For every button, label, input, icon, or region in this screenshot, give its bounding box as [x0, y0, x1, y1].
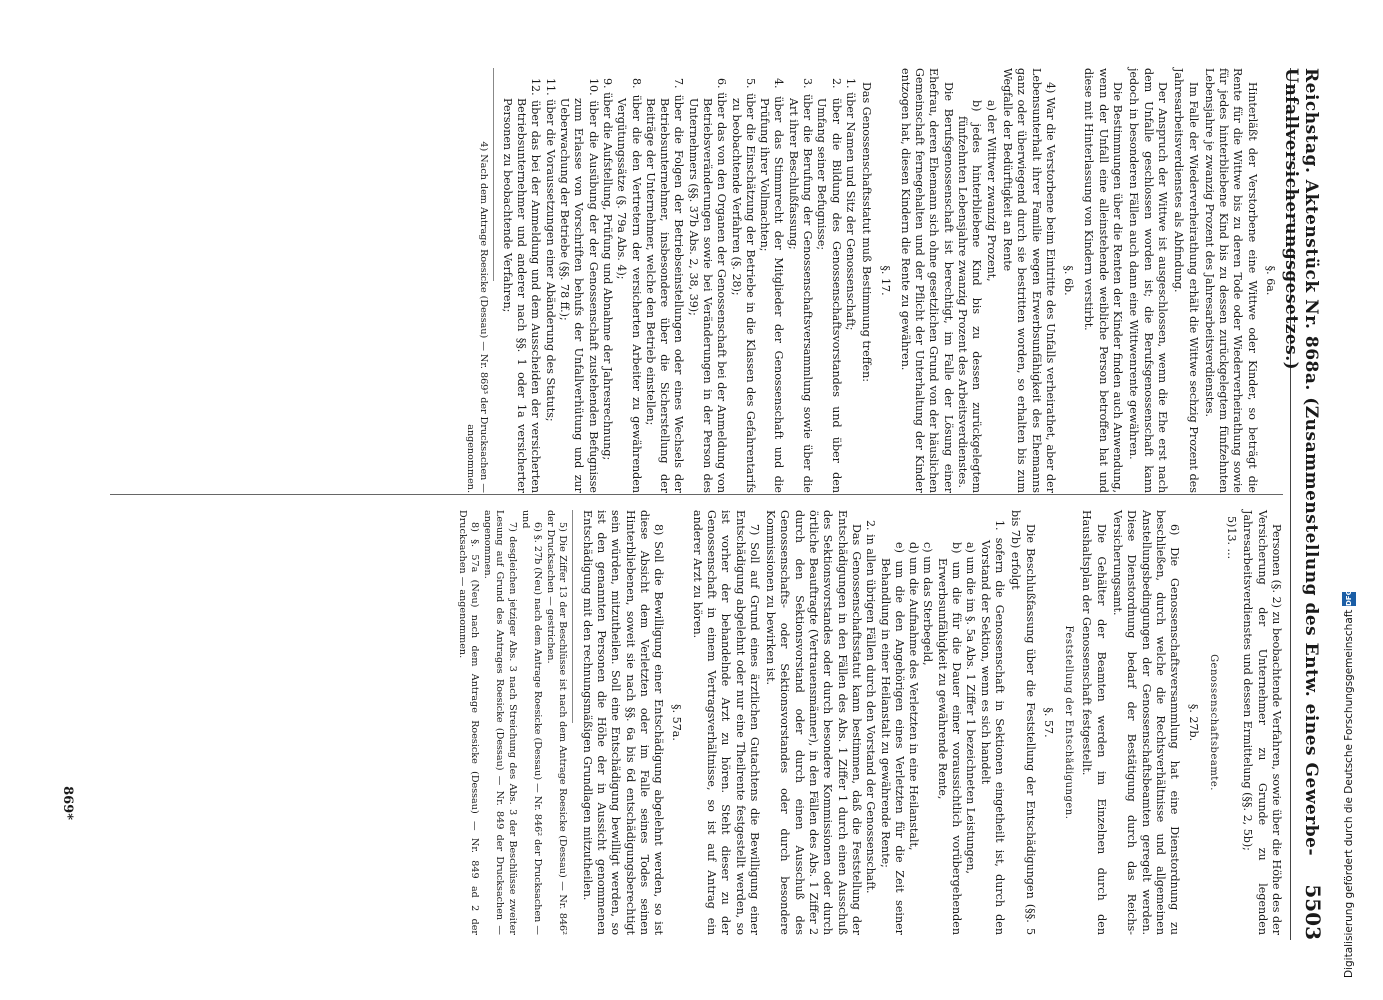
item-block: 8. über die den Vertretern der versicherten Arbeiter zu gewährenden Vergütungssätze (§. 79a Abs. 4); — [615, 78, 643, 493]
subitem-block: a) der Wittwer zwanzig Prozent, — [984, 100, 998, 282]
right-column-body — [579, 510, 1283, 935]
right-footnotes — [456, 510, 569, 935]
item-block: 9. über die Aufstellung, Prüfung und Abnahme der Jahresrechnung; — [600, 78, 614, 461]
item-block: 5. über die Einschätzung der Betriebe in die Klassen des Gefahrentarifs zu beobachtende Verfahren (§. 28); — [729, 78, 757, 493]
p-block: 4) War die Verstorbene beim Eintritte des Unfalls verheirathet, aber der Lebensunterhalt ihrer Familie wegen Erwerbsunfähigkeit des Ehemanns ganz oder überwiegend durch sie bestritten worden, so erhalten bis zum Wegfalle der Bedürftigkeit an Rente — [1000, 68, 1057, 493]
p-block: Im Falle der Wiederverheirathung erhält die Wittwe sechzig Prozent des Jahresarbeitsverdienstes als Abfindung. — [1172, 68, 1200, 493]
item-block: 11. über die Voraussetzungen einer Abänderung des Statuts; — [543, 78, 557, 422]
sec-block: §. 17. — [878, 265, 892, 296]
sec-block: §. 6b. — [1062, 265, 1076, 296]
page-header — [1281, 68, 1325, 940]
subitem-block: c) um das Sterbegeld, — [921, 542, 935, 666]
p-block: 8) Soll die Bewilligung einer Entschädigung abgelehnt werden, so ist diese Absicht dem Verletzten oder im Falle seines Todes seinen Hinterbliebenen, soweit sie nach §§. 6a bis 6d entschädigungsberechtigt sein würden, mitzutheilen. Soll eine Entschädigung bewilligt werden, so ist den genannten Personen die Höhe der in Aussicht genommenen Entschädigung mit den rechnungsmäßigen Grundlagen mitzutheilen. — [580, 510, 666, 935]
digitization-note — [1340, 18, 1358, 978]
left-footnotes — [464, 68, 488, 493]
column-divider — [110, 494, 1283, 495]
footnote-block: 4) Nach dem Antrage Roesicke (Dessau) — Nr. 869³ der Drucksachen — angenommen. — [465, 141, 489, 493]
item-block: 1. über Namen und Sitz der Genossenschaft; — [843, 78, 857, 331]
sec-block: §. 27b. — [1186, 703, 1200, 742]
left-column — [110, 68, 1283, 493]
footnote-block: 7) desgleichen jetziger Abs. 3 nach Streichung des Abs. 3 der Beschlüsse zweiter Lesung auf Grund des Antrages Roesicke (Dessau) — Nr. 849 der Drucksachen — angenommen. — [482, 510, 518, 935]
p-block: Das Genossenschaftsstatut muß Bestimmung treffen: — [860, 82, 874, 382]
subitem-block: b) um die für die Dauer einer voraussichtlich vorübergehenden Erwerbsunfähigkeit zu gewährende Rente, — [935, 542, 964, 935]
p-block: Personen (§. 2) zu beobachtende Verfahren, sowie über die Höhe des der Versicherung der Unternehmer zu Grunde zu legenden Jahresarbeitsverdienstes und dessen Ermittelung (§§. 2, 5b); — [1241, 510, 1283, 935]
p-block: Die Gehälter der Beamten werden im Einzelnen durch den Haushaltsplan der Genossenschaft festgestellt. — [1080, 510, 1108, 935]
p-block: Der Anspruch der Wittwe ist ausgeschlossen, wenn die Ehe erst nach dem Unfalle geschlossen worden ist; die Berufsgenossenschaft kann jedoch in besonderen Fällen auch dann eine Wittwenrente gewähren. — [1127, 68, 1169, 493]
sec-block: §. 57a. — [670, 704, 684, 741]
note-block: 5)13. ... — [1225, 516, 1239, 560]
p-block: 7) Soll auf Grund eines ärztlichen Gutachtens die Bewilligung einer Entschädigung abgelehnt oder nur eine Theilrente festgestellt werden, so ist vorher der behandelnde Arzt zu hören. Steht dieser zu der Genossenschaft in einem Vertragsverhältnisse, so ist auf Antrag ein anderer Arzt zu hören. — [690, 510, 761, 935]
p-block: 6) Die Genossenschaftsversammlung hat eine Dienstordnung zu beschließen, durch welche die Rechtsverhältnisse und allgemeinen Anstellungsbedingungen der Genossenschaftsbeamten geregelt werden. Diese Dienstordnung bedarf der Bestätigung durch das Reichs-Versicherungsamt. — [1111, 510, 1182, 935]
item-block: 12. über das bei der Anmeldung und dem Ausscheiden der versicherten Betriebsunternehmer und anderer nach §§. 1 oder 1a versicherter Personen zu beobachtende Verfahren; — [500, 78, 543, 493]
item-block: 2. in allen übrigen Fällen durch den Vorstand der Genossenschaft. — [864, 520, 878, 894]
item-block: 6. über das von den Organen der Genossenschaft bei der Anmeldung von Betriebsveränderungen sowie bei Veränderungen in der Person des Unternehmers (§§. 37b Abs. 2, 38, 39); — [686, 78, 729, 493]
footnote-rule — [493, 68, 494, 281]
p-block: Die Berufsgenossenschaft ist berechtigt, im Falle der Lösung einer Ehefrau, deren Ehemann sich ohne gesetzlichen Grund von der häuslichen Gemeinschaft fernegehalten und der Pflicht der Unterhaltung der Kinder entzogen hat, diesen Kindern die Rente zu gewähren. — [898, 68, 955, 493]
item-block: 2. über die Bildung des Genossenschaftsvorstandes und über den Umfang seiner Befugnisse; — [815, 78, 843, 493]
item-block: 3. über die Berufung der Genossenschaftsversammlung sowie über die Art ihrer Beschlußfassung; — [786, 78, 815, 493]
sub-block: Feststellung der Entschädigungen. — [1063, 625, 1075, 820]
sub-block: Genossenschaftsbeamte. — [1207, 654, 1219, 791]
item-block: 1. sofern die Genossenschaft in Sektionen eingetheilt ist, durch den Vorstand der Sektion, wenn es sich handelt — [978, 520, 1006, 935]
subitem-block: a) um die im §. 5a Abs. 1 Ziffer 1 bezeichneten Leistungen, — [964, 542, 978, 874]
subitem-block: b) jedes hinterbliebene Kind bis zu dessen zurückgelegtem fünfzehnten Lebensjahre zwanzig Prozent des Arbeitsverdienstes. — [956, 100, 984, 493]
footnote-block: 8) §. 57a (Neu) nach dem Antrage Roesicke (Dessau) — Nr. 849 ad 2 der Drucksachen — angenommen. — [456, 510, 480, 935]
footer-number: 869* — [60, 786, 75, 820]
right-column — [110, 510, 1283, 935]
p-block: Die Beschlußfassung über die Feststellung der Entschädigungen (§§. 5 bis 7b) erfolgt — [1009, 510, 1037, 935]
sec-block: §. 57. — [1041, 707, 1055, 738]
left-column-body — [500, 68, 1277, 493]
footnote-rule — [572, 510, 573, 723]
header-page-number: 5503 — [1301, 884, 1325, 940]
footnote-block: 5) Die Ziffer 13 der Beschlüsse ist nach dem Antrage Roesicke (Dessau) — Nr. 846² der Drucksachen — gestrichen. — [545, 510, 569, 935]
footnote-block: 6) §. 27b (Neu) nach dem Antrage Roesicke (Dessau) — Nr. 846² der Drucksachen — und — [519, 510, 543, 935]
header-title: Reichstag. Aktenstück Nr. 868a. (Zusammenstellung des Entw. eines Gewerbe-Unfallversicherungsgesetzes.) — [1281, 68, 1321, 857]
p-block: Hinterläßt der Verstorbene eine Wittwe oder Kinder, so beträgt die Rente für die Wittwe bis zu deren Tode oder Wiederverheirathung sowie für jedes hinterbliebene Kind bis zu dessen zurückgelegtem fünfzehnten Lebensjahre je zwanzig Prozent des Jahresarbeitsverdienstes. — [1202, 68, 1259, 493]
sec-block: §. 6a. — [1264, 265, 1277, 296]
dfg-logo-icon: DFG — [1342, 592, 1356, 606]
item-block: 7. über die Folgen der Betriebseinstellungen oder eines Wechsels der Betriebsunternehmer, insbesondere über die Sicherstellung der Beiträge der Unternehmer, welche den Betrieb einstellen; — [643, 78, 686, 493]
digitization-text: Digitalisierung gefördert durch die Deutsche Forschungsgemeinschaft — [1343, 609, 1355, 978]
p-block: Die Bestimmungen über die Renten der Kinder finden auch Anwendung, wenn der Unfall eine alleinstehende weibliche Person betroffen hat und diese mit Hinterlassung von Kindern verstirbt. — [1082, 68, 1125, 493]
subitem-block: e) um die den Angehörigen eines Verletzten für die Zeit seiner Behandlung in einer Heilanstalt zu gewährende Rente; — [878, 542, 906, 935]
subitem-block: d) um die Aufnahme des Verletzten in eine Heilanstalt, — [907, 542, 921, 851]
item-block: 4. über das Stimmrecht der Mitglieder der Genossenschaft und die Prüfung ihrer Vollmachten; — [758, 78, 786, 493]
item-block: 10. über die Ausübung der der Genossenschaft zustehenden Befugnisse zum Erlasse von Vorschriften behufs der Unfallverhütung und zur Ueberwachung der Betriebe (§§. 78 ff.); — [558, 78, 600, 493]
p-block: Das Genossenschaftsstatut kann bestimmen, daß die Feststellung der Entschädigungen in den Fällen des Abs. 1 Ziffer 1 durch einen Ausschuß des Sektionsvorstandes oder durch besondere Kommissionen oder durch örtliche Beauftragte (Vertrauensmänner), in den Fällen des Abs. 1 Ziffer 2 durch den Sektionsvorstand oder durch einen Ausschuß des Genossenschafts- oder Sektionsvorstandes oder durch besondere Kommissionen zu bewirken ist. — [764, 510, 863, 935]
